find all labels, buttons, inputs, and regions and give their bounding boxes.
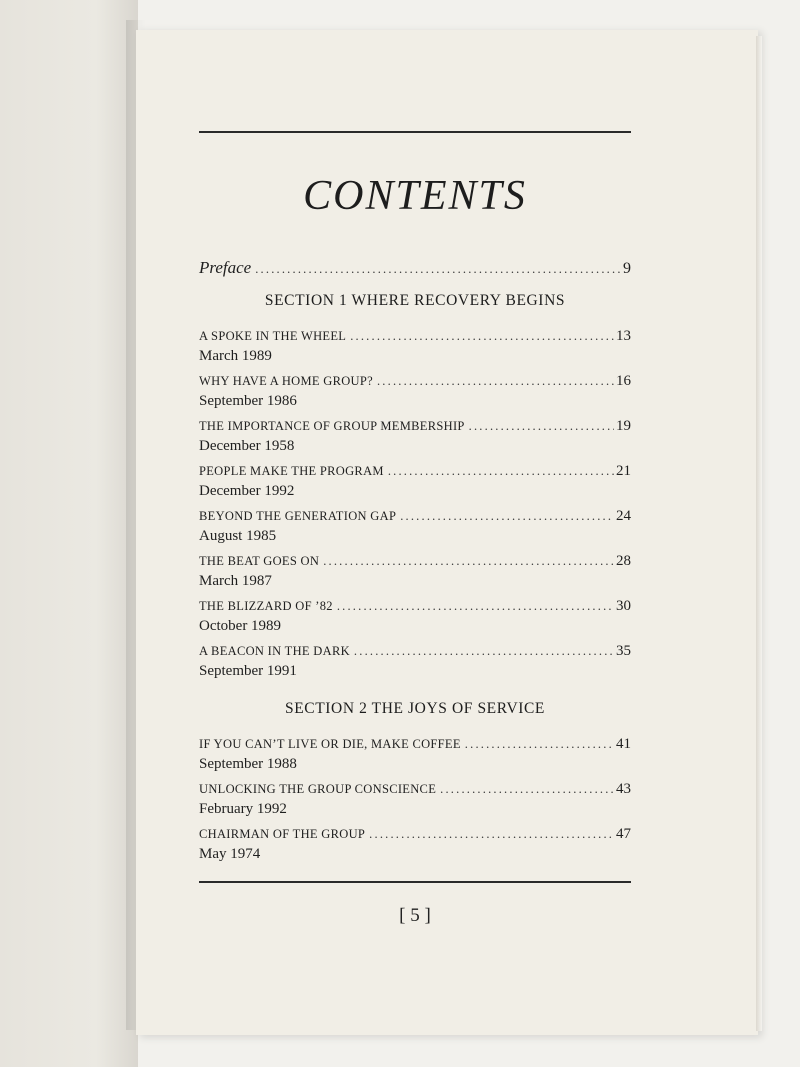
entry-title: BEYOND THE GENERATION GAP xyxy=(199,509,397,523)
toc-entry xyxy=(199,508,631,545)
entry-page-number: 21 xyxy=(616,463,631,479)
entry-page-number: 41 xyxy=(616,736,631,752)
entry-title: PEOPLE MAKE THE PROGRAM xyxy=(199,464,384,478)
dot-leader xyxy=(337,599,614,614)
entry-date: March 1989 xyxy=(199,348,272,364)
entry-date: December 1958 xyxy=(199,438,295,454)
entry-page-number: 30 xyxy=(616,598,631,614)
entry-date: March 1987 xyxy=(199,573,272,589)
dot-leader xyxy=(354,644,614,659)
entry-date: September 1988 xyxy=(199,756,297,772)
entry-title: THE BEAT GOES ON xyxy=(199,554,320,568)
entry-date: December 1992 xyxy=(199,483,295,499)
top-rule xyxy=(199,131,631,133)
entry-date: October 1989 xyxy=(199,618,282,634)
entry-title: CHAIRMAN OF THE GROUP xyxy=(199,827,366,841)
toc-entry xyxy=(199,373,631,410)
toc-entry xyxy=(199,826,631,863)
entry-page-number: 24 xyxy=(616,508,631,524)
section-heading-1: SECTION 1 WHERE RECOVERY BEGINS xyxy=(264,292,566,309)
bottom-rule xyxy=(199,881,631,883)
entry-title: A BEACON IN THE DARK xyxy=(199,644,350,658)
dot-leader xyxy=(350,329,614,344)
entry-page-number: 43 xyxy=(616,781,631,797)
dot-leader xyxy=(369,827,614,842)
dot-leader xyxy=(255,262,621,277)
toc-entry xyxy=(199,328,631,365)
toc-entry xyxy=(199,553,631,590)
page-number: [ 5 ] xyxy=(399,905,431,926)
entry-title: THE IMPORTANCE OF GROUP MEMBERSHIP xyxy=(199,419,465,433)
entry-page-number: 28 xyxy=(616,553,631,569)
entry-page-number: 16 xyxy=(616,373,631,389)
entry-date: August 1985 xyxy=(199,528,277,544)
entry-title: UNLOCKING THE GROUP CONSCIENCE xyxy=(199,782,437,796)
entry-date: February 1992 xyxy=(199,801,287,817)
page-title: CONTENTS xyxy=(303,173,527,219)
preface-label: Preface xyxy=(199,258,252,277)
toc-entry xyxy=(199,643,631,680)
dot-leader xyxy=(469,419,614,434)
toc-entry xyxy=(199,781,631,818)
entry-date: September 1986 xyxy=(199,393,297,409)
toc-entry xyxy=(199,736,631,773)
section-heading-2: SECTION 2 THE JOYS OF SERVICE xyxy=(284,700,546,717)
entry-title: WHY HAVE A HOME GROUP? xyxy=(199,374,373,388)
dot-leader xyxy=(465,737,614,752)
dot-leader xyxy=(400,509,614,524)
toc-entry xyxy=(199,418,631,455)
entry-date: May 1974 xyxy=(199,846,261,862)
entry-page-number: 19 xyxy=(616,418,631,434)
toc-entry xyxy=(199,463,631,500)
entry-title: A SPOKE IN THE WHEEL xyxy=(199,329,347,343)
preface-entry xyxy=(199,258,631,278)
entry-page-number: 13 xyxy=(616,328,631,344)
entry-page-number: 35 xyxy=(616,643,631,659)
entry-page-number: 47 xyxy=(616,826,631,842)
page-edge xyxy=(756,36,762,1031)
preface-page-number: 9 xyxy=(623,260,631,277)
toc-entry xyxy=(199,598,631,635)
facing-page xyxy=(0,0,138,1067)
dot-leader xyxy=(377,374,614,389)
dot-leader xyxy=(388,464,614,479)
entry-date: September 1991 xyxy=(199,663,297,679)
entry-title: IF YOU CAN’T LIVE OR DIE, MAKE COFFEE xyxy=(199,737,461,751)
entry-title: THE BLIZZARD OF ’82 xyxy=(199,599,333,613)
dot-leader xyxy=(440,782,614,797)
dot-leader xyxy=(323,554,614,569)
